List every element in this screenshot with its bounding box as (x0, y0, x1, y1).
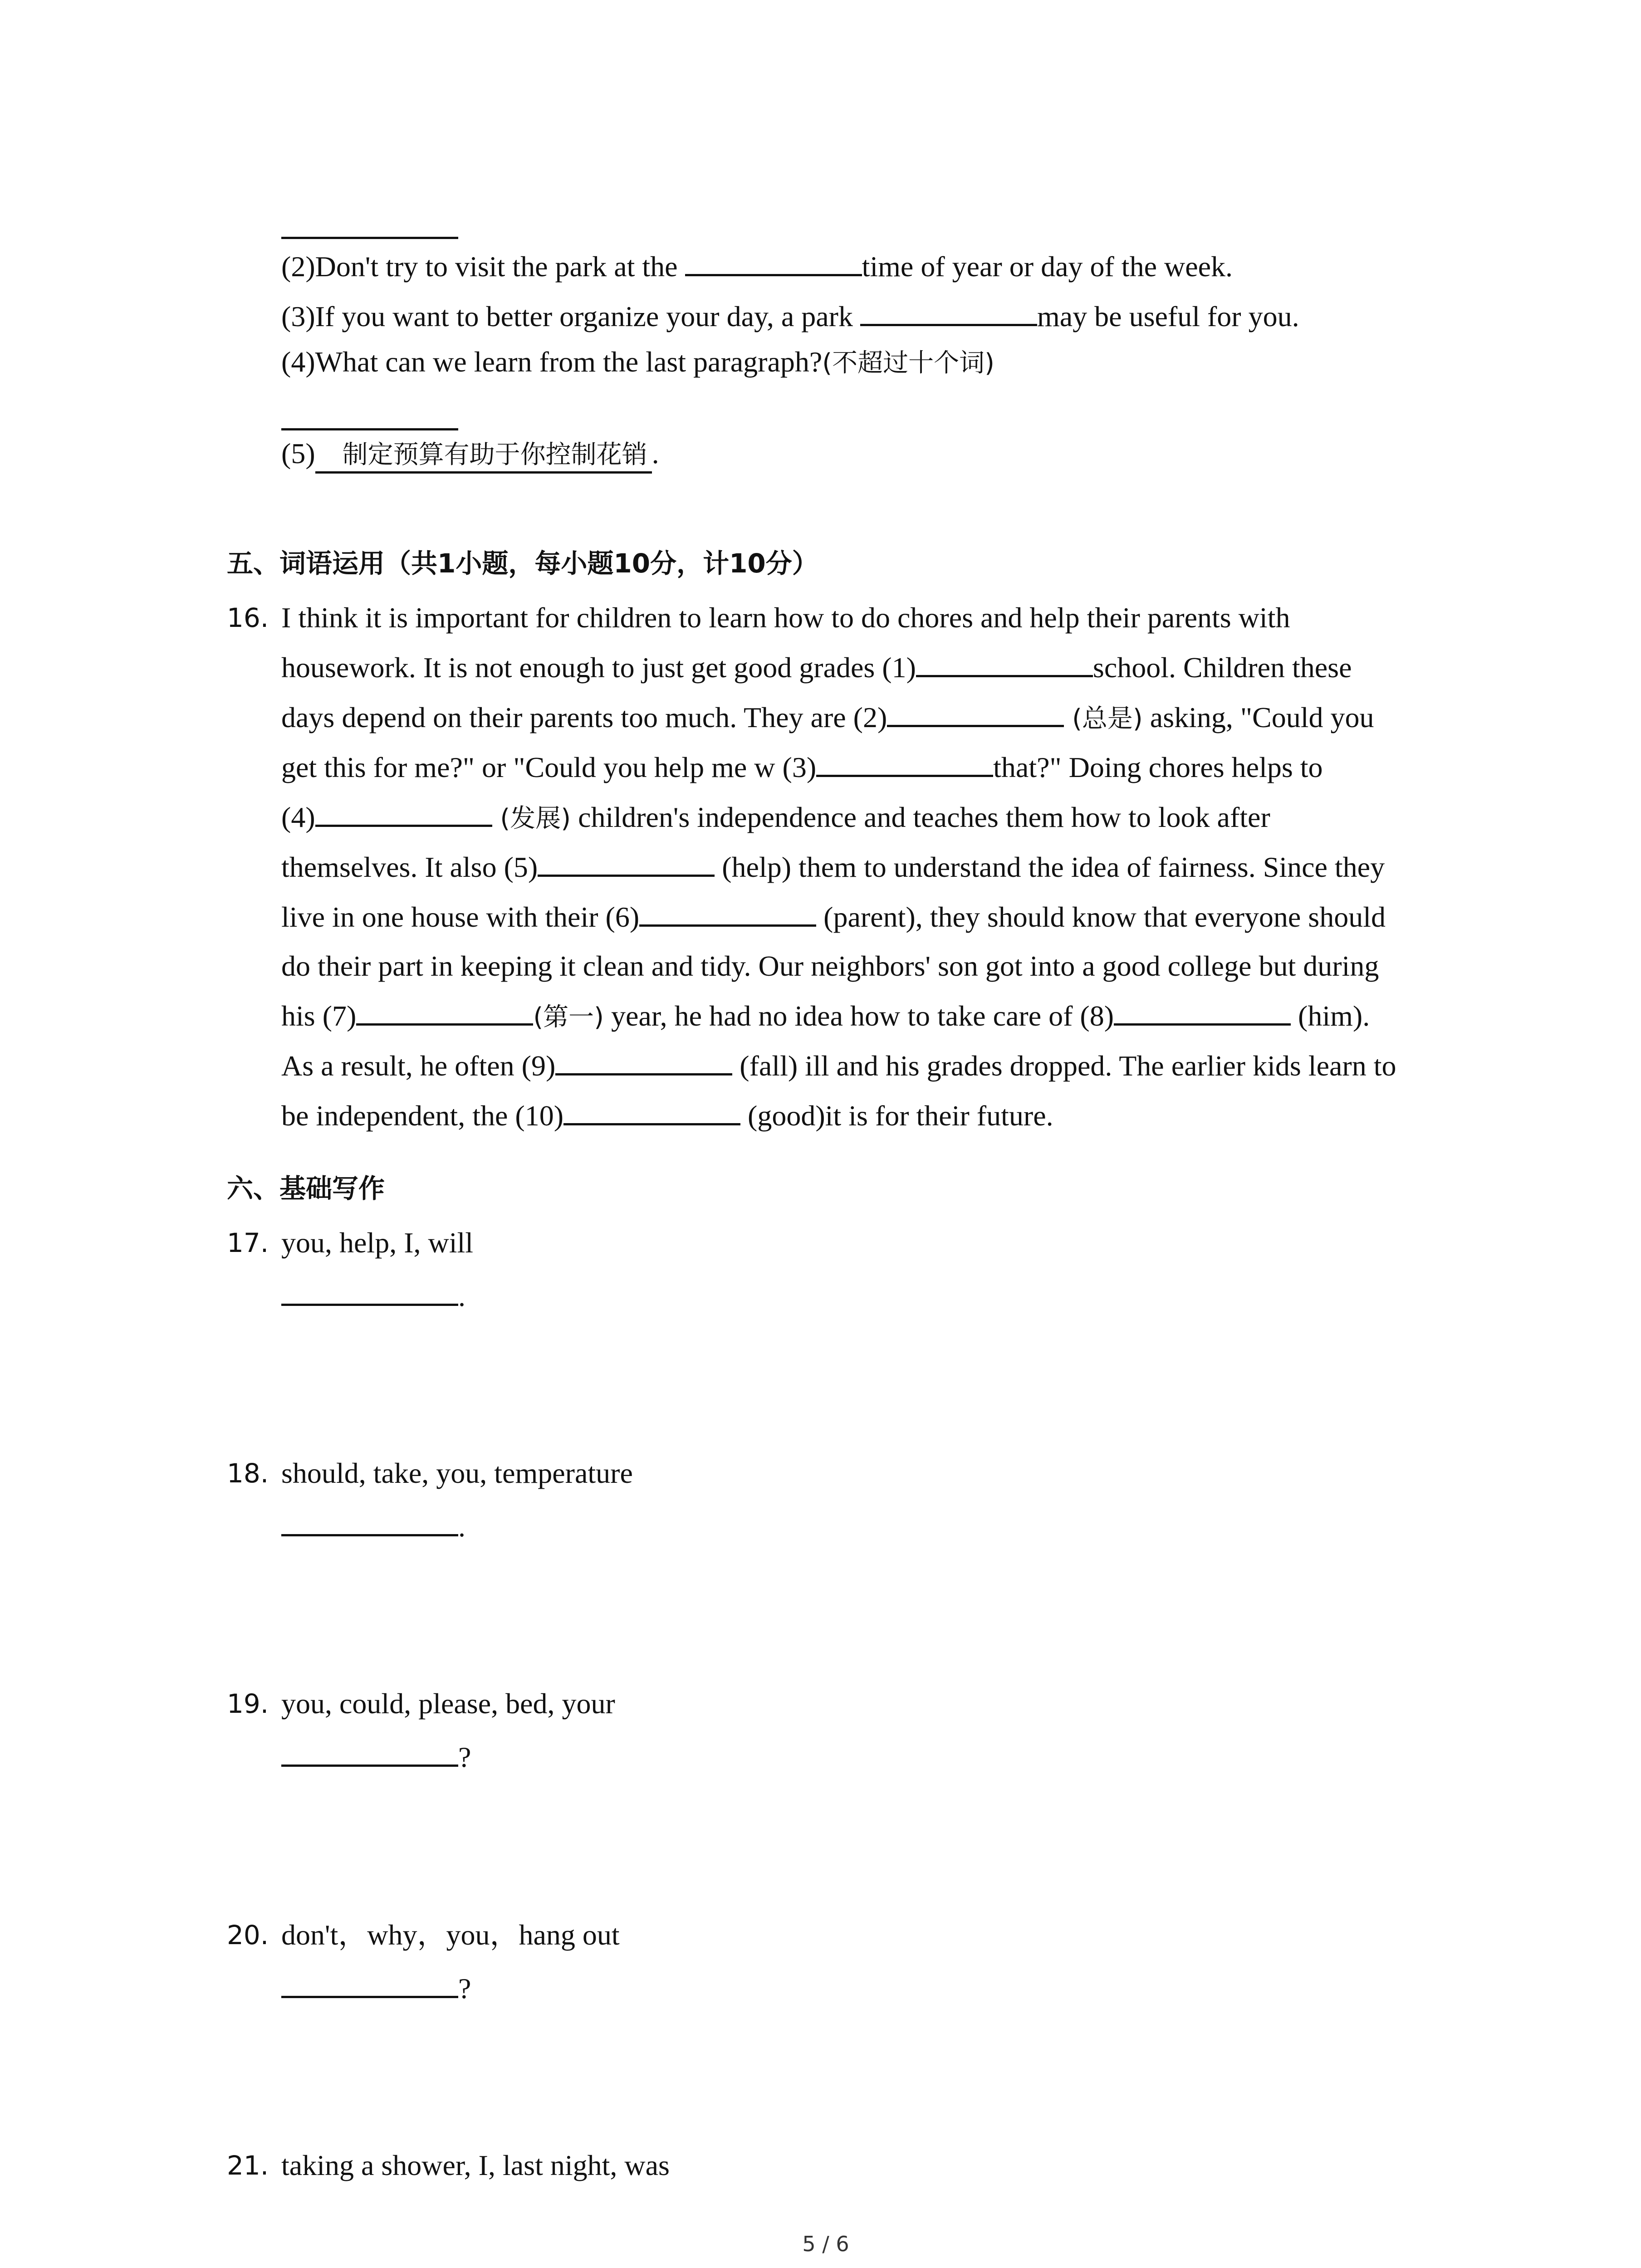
word-prompt: should, take, you, temperature (281, 1457, 633, 1489)
passage-line: get this for me?" or "Could you help me w (3) that?" Doing chores helps to (281, 745, 1323, 790)
question-number: 17. (227, 1227, 269, 1258)
answer-line: . (281, 1274, 465, 1319)
q15-item-5: (5) 制定预算有助于你控制花销 . (281, 431, 659, 478)
passage-line: I think it is important for children to learn how to do chores and help their parents with (281, 601, 1290, 634)
answer-blank[interactable] (281, 237, 458, 239)
passage-line: themselves. It also (5) (help) them to understand the idea of fairness. Since they (281, 845, 1385, 890)
answer-blank[interactable] (916, 647, 1093, 677)
question-number: 20. (227, 1920, 269, 1950)
answer-blank[interactable] (281, 1276, 458, 1306)
answer-blank[interactable] (555, 1045, 732, 1075)
q15-item-2: (2)Don't try to visit the park at the time of year or day of the week. (281, 244, 1233, 289)
passage-line: As a result, he often (9) (fall) ill and his grades dropped. The earlier kids learn to (281, 1043, 1396, 1089)
answer-line: ? (281, 1966, 471, 2011)
passage-line: days depend on their parents too much. They are (2) (总是) asking, "Could you (281, 695, 1374, 742)
passage-line: do their part in keeping it clean and tidy. Our neighbors' son got into a good college but during (281, 950, 1379, 982)
section-heading: 五、词语运用（共1小题，每小题10分，计10分） (227, 548, 818, 579)
answer-blank[interactable] (281, 1506, 458, 1536)
question-number: 19. (227, 1688, 269, 1719)
passage-line: be independent, the (10) (good)it is for their future. (281, 1093, 1053, 1139)
word-prompt: don't，why，you，hang out (281, 1919, 620, 1951)
passage-line: his (7) (第一) year, he had no idea how to take care of (8) (him). (281, 993, 1370, 1040)
page-number: 5 / 6 (802, 2232, 849, 2256)
answer-blank[interactable] (281, 1736, 458, 1767)
passage-line: housework. It is not enough to just get good grades (1) school. Children these (281, 645, 1352, 690)
word-prompt: you, help, I, will (281, 1227, 474, 1259)
answer-line: . (281, 1504, 465, 1549)
answer-blank[interactable] (816, 747, 993, 777)
question-number: 21. (227, 2150, 269, 2181)
answer-blank[interactable] (563, 1095, 740, 1125)
answer-line: ? (281, 1735, 471, 1780)
answer-blank[interactable] (281, 428, 458, 430)
answer-blank[interactable] (356, 995, 533, 1026)
answer-blank[interactable] (538, 846, 715, 877)
answer-blank[interactable] (685, 246, 862, 276)
question-number: 16. (227, 602, 269, 633)
answer-blank[interactable] (860, 296, 1037, 326)
answer-blank[interactable] (315, 797, 492, 827)
answer-blank[interactable] (281, 1968, 458, 1998)
question-number: 18. (227, 1458, 269, 1489)
section-heading: 六、基础写作 (227, 1173, 385, 1204)
answer-blank[interactable] (887, 697, 1064, 727)
word-prompt: taking a shower, I, last night, was (281, 2149, 670, 2181)
passage-line: live in one house with their (6) (parent), they should know that everyone should (281, 894, 1386, 940)
q15-item-3: (3)If you want to better organize your day, a park may be useful for you. (281, 294, 1299, 339)
q15-item-4: (4)What can we learn from the last paragraph?(不超过十个词) (281, 346, 994, 378)
answer-blank[interactable] (1114, 995, 1291, 1026)
answer-text: 制定预算有助于你控制花销 (315, 440, 652, 474)
word-prompt: you, could, please, bed, your (281, 1687, 615, 1720)
passage-line: (4) (发展) children's independence and teaches them how to look after (281, 795, 1270, 841)
answer-blank[interactable] (639, 896, 816, 927)
